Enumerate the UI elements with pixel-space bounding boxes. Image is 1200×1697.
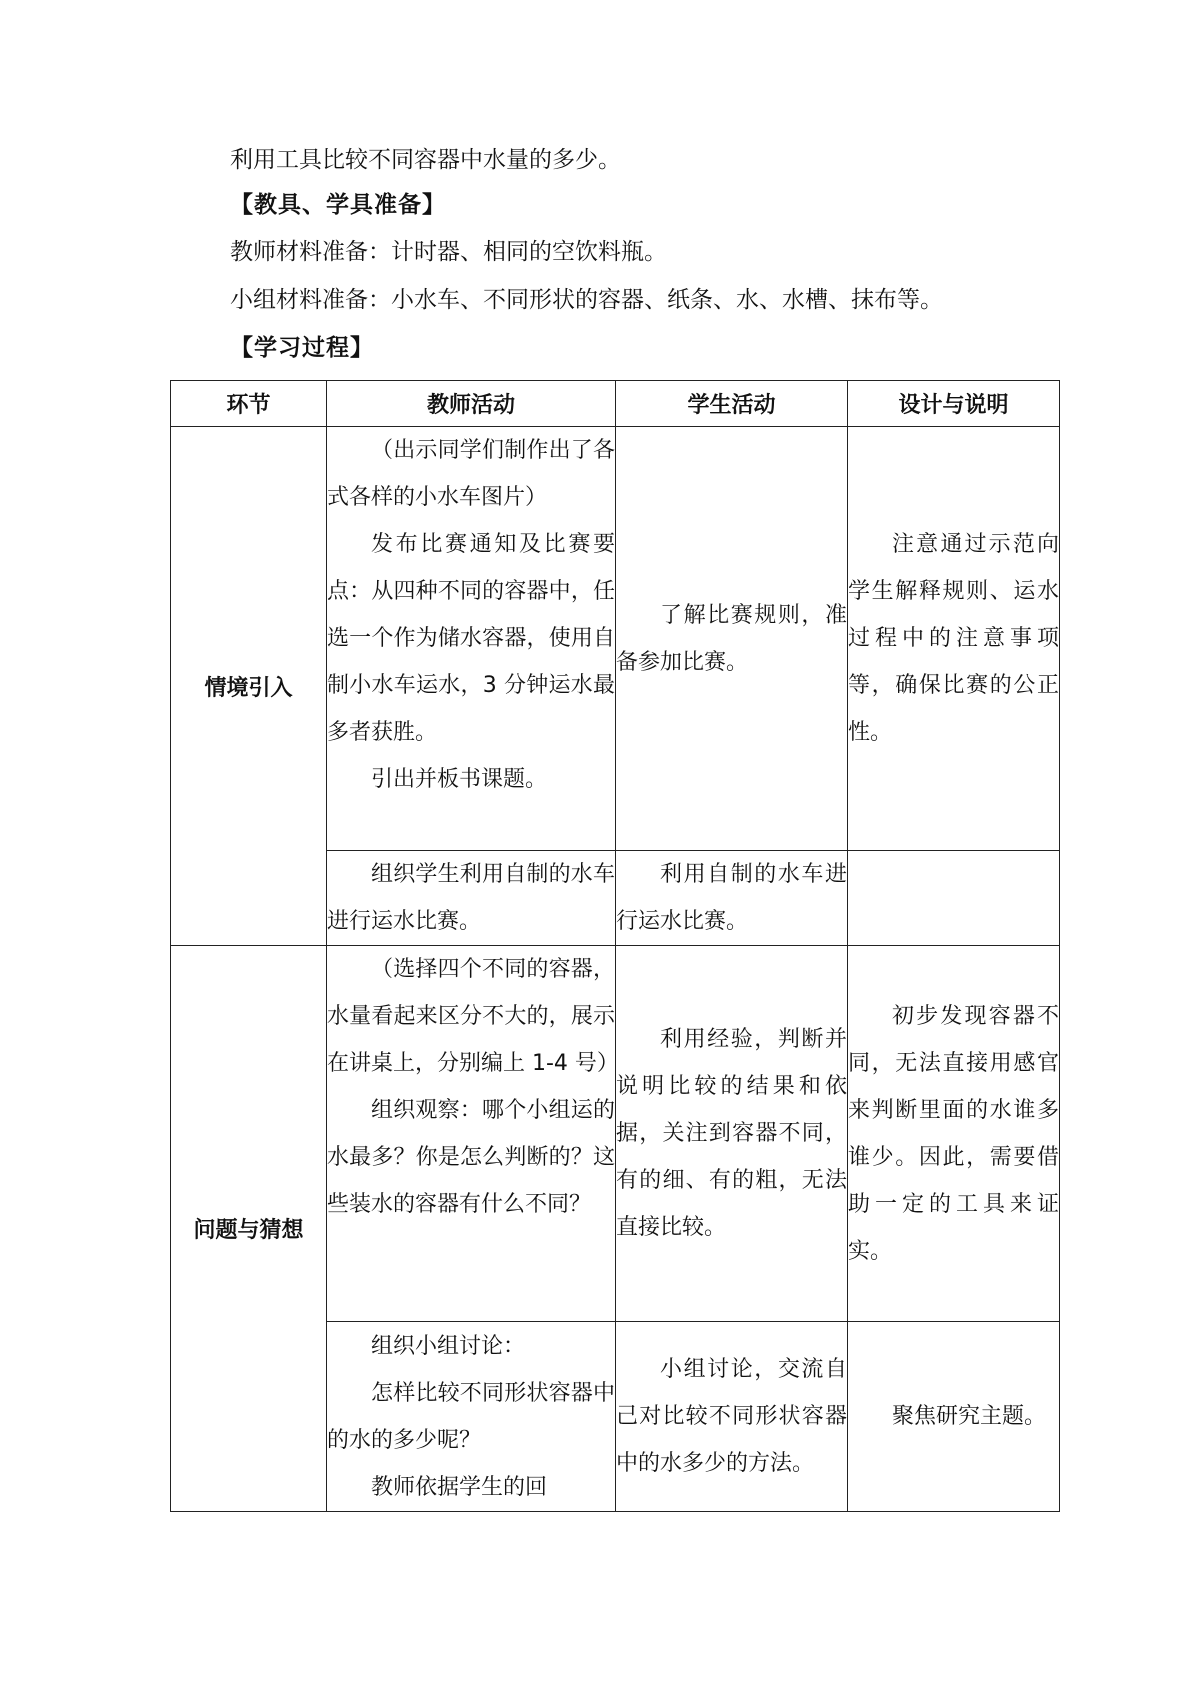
- teacher-text: 组织学生利用自制的水车进行运水比赛。: [327, 862, 615, 934]
- teacher-text: 教师依据学生的回: [371, 1474, 548, 1500]
- teacher-text: 发布比赛通知及比赛要点：从四种不同的容器中，任选一个作为储水容器，使用自制小水车运水，3 分钟运水最多者获胜。: [327, 532, 615, 745]
- teacher-text: （出示同学们制作出了各式各样的小水车图片）: [327, 438, 615, 510]
- student-activity-cell: [616, 427, 848, 851]
- table-row: [171, 427, 1060, 851]
- teacher-text: 组织观察：哪个小组运的水最多？你是怎么判断的？这些装水的容器有什么不同？: [327, 1098, 615, 1217]
- student-text: 利用经验，判断并说明比较的结果和依据，关注到容器不同，有的细、有的粗，无法直接比较。: [616, 1027, 847, 1240]
- teacher-text: 组织小组讨论：: [371, 1333, 526, 1359]
- table-header-row: [171, 381, 1060, 427]
- process-heading: 【学习过程】: [230, 335, 374, 361]
- header-student-activity: 学生活动: [616, 381, 848, 427]
- header-stage: 环节: [171, 381, 327, 427]
- student-activity-cell: [616, 1322, 848, 1512]
- stage-cell: 问题与猜想: [171, 946, 327, 1512]
- student-text: 小组讨论，交流自己对比较不同形状容器中的水多少的方法。: [616, 1357, 847, 1476]
- stage-cell: 情境引入: [171, 427, 327, 946]
- student-activity-cell: [616, 946, 848, 1322]
- design-notes-cell: [848, 427, 1060, 851]
- teacher-activity-cell: [327, 1322, 616, 1512]
- design-notes-cell: [848, 946, 1060, 1322]
- design-text: 注意通过示范向学生解释规则、运水过程中的注意事项等，确保比赛的公正性。: [848, 532, 1059, 745]
- header-design-notes: 设计与说明: [848, 381, 1060, 427]
- design-text: 聚焦研究主题。: [892, 1404, 1047, 1429]
- teacher-materials: 教师材料准备：计时器、相同的空饮料瓶。: [230, 239, 667, 265]
- header-teacher-activity: 教师活动: [327, 381, 616, 427]
- teacher-activity-cell: [327, 851, 616, 946]
- student-text: 了解比赛规则，准备参加比赛。: [616, 602, 847, 675]
- student-text: 利用自制的水车进行运水比赛。: [616, 862, 847, 934]
- table-row: [171, 946, 1060, 1322]
- learning-process-table: [170, 380, 1060, 1512]
- teacher-text: （选择四个不同的容器，水量看起来区分不大的，展示在讲桌上，分别编上 1-4 号）: [327, 957, 619, 1076]
- prep-heading: 【教具、学具准备】: [230, 192, 446, 218]
- teacher-activity-cell: [327, 946, 619, 1322]
- teacher-text: 引出并板书课题。: [371, 767, 548, 792]
- design-notes-cell: [848, 851, 1060, 946]
- intro-line: 利用工具比较不同容器中水量的多少。: [230, 147, 621, 173]
- teacher-activity-cell: [327, 427, 616, 851]
- student-activity-cell: [616, 851, 848, 946]
- teacher-text: 怎样比较不同形状容器中的水的多少呢？: [327, 1380, 615, 1453]
- design-notes-cell: [848, 1322, 1060, 1512]
- design-text: 初步发现容器不同，无法直接用感官来判断里面的水谁多谁少。因此，需要借助一定的工具来证实。: [848, 1003, 1059, 1264]
- group-materials: 小组材料准备：小水车、不同形状的容器、纸条、水、水槽、抹布等。: [230, 287, 943, 313]
